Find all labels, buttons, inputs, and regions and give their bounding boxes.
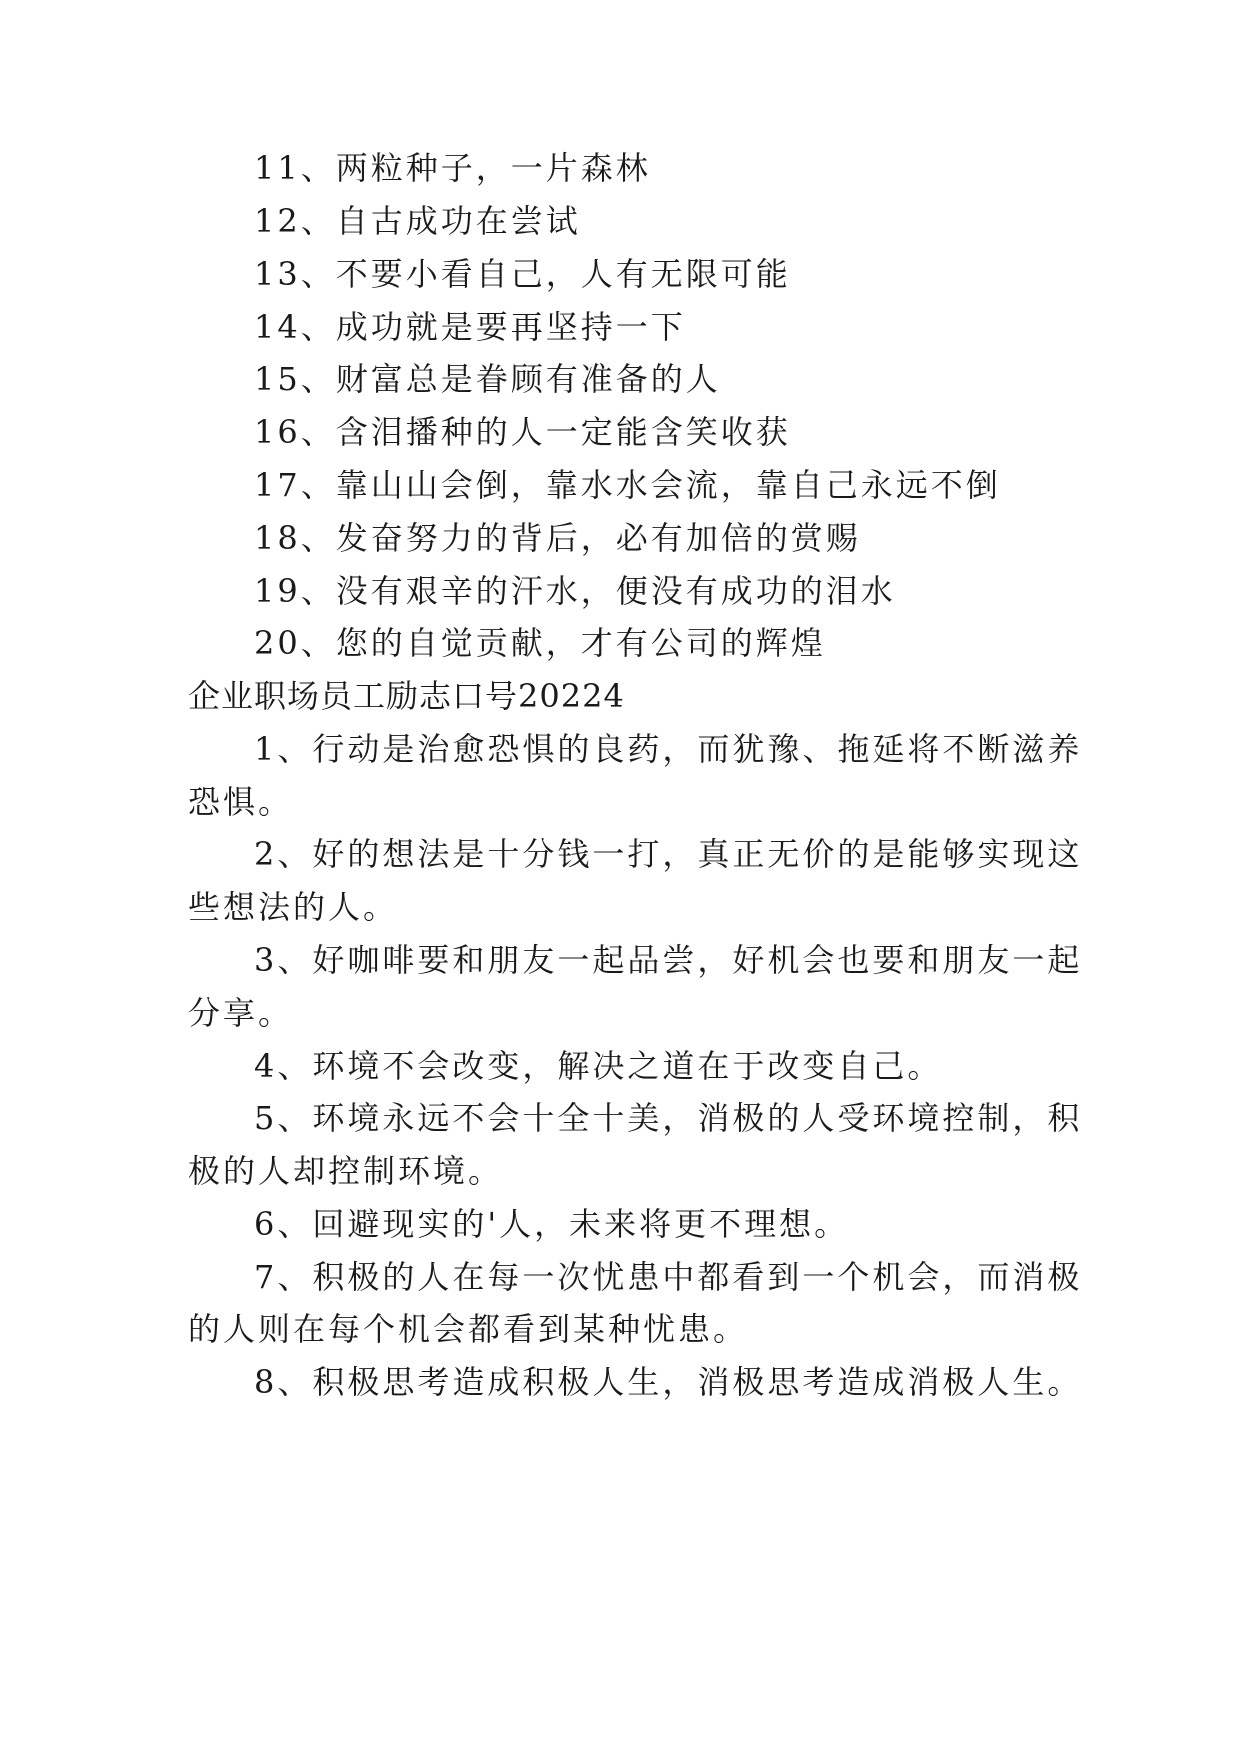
slogan-8: 8、积极思考造成积极人生，消极思考造成消极人生。: [254, 1363, 1083, 1401]
list-item-17: 17、靠山山会倒，靠水水会流，靠自己永远不倒: [254, 466, 1001, 504]
list-item-13: 13、不要小看自己，人有无限可能: [254, 255, 791, 293]
slogan-2-line-2: 些想法的人。: [188, 888, 399, 926]
slogan-3-line-1: 3、好咖啡要和朋友一起品尝，好机会也要和朋友一起: [254, 941, 1083, 979]
slogan-7-line-2: 的人则在每个机会都看到某种忧患。: [188, 1310, 749, 1348]
list-item-16: 16、含泪播种的人一定能含笑收获: [254, 413, 791, 451]
slogan-2-line-1: 2、好的想法是十分钱一打，真正无价的是能够实现这: [254, 835, 1083, 873]
slogan-3-line-2: 分享。: [188, 994, 294, 1032]
slogan-7-line-1: 7、积极的人在每一次忧患中都看到一个机会，而消极: [254, 1258, 1083, 1296]
section-title: 企业职场员工励志口号20224: [188, 677, 625, 715]
list-item-19: 19、没有艰辛的汗水，便没有成功的泪水: [254, 572, 896, 610]
list-item-12: 12、自古成功在尝试: [254, 202, 581, 240]
slogan-1-line-2: 恐惧。: [188, 783, 294, 821]
slogan-6: 6、回避现实的'人，未来将更不理想。: [254, 1205, 850, 1243]
list-item-18: 18、发奋努力的背后，必有加倍的赏赐: [254, 519, 861, 557]
list-item-14: 14、成功就是要再坚持一下: [254, 308, 686, 346]
list-item-20: 20、您的自觉贡献，才有公司的辉煌: [254, 624, 826, 662]
slogan-4: 4、环境不会改变，解决之道在于改变自己。: [254, 1047, 943, 1085]
slogan-1-line-1: 1、行动是治愈恐惧的良药，而犹豫、拖延将不断滋养: [254, 730, 1083, 768]
list-item-15: 15、财富总是眷顾有准备的人: [254, 360, 721, 398]
slogan-5-line-1: 5、环境永远不会十全十美，消极的人受环境控制，积: [254, 1099, 1083, 1137]
slogan-5-line-2: 极的人却控制环境。: [188, 1152, 504, 1190]
list-item-11: 11、两粒种子，一片森林: [254, 149, 651, 187]
